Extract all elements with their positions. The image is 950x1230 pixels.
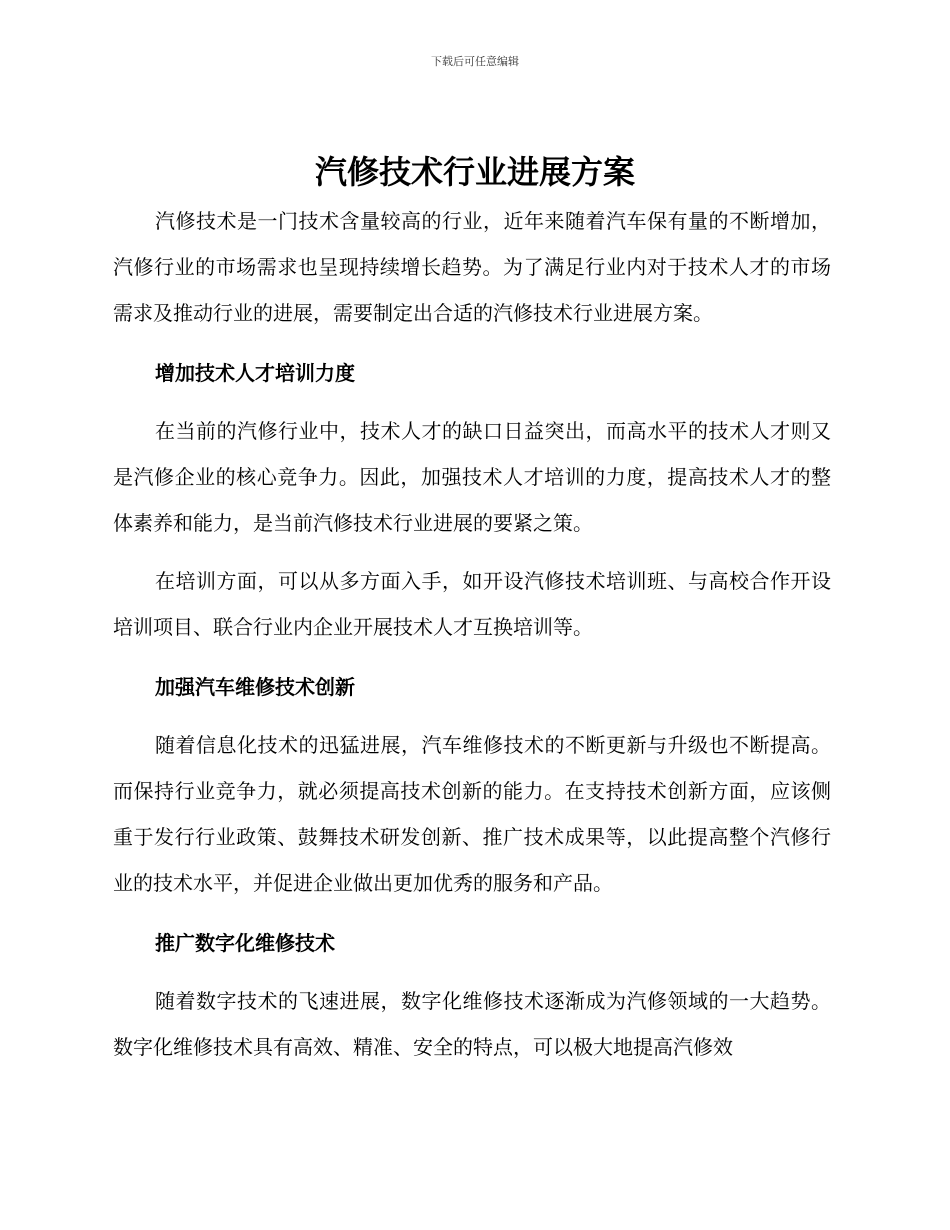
- page-header-note: 下载后可任意编辑: [431, 55, 519, 68]
- section-heading-talent-training: 增加技术人才培训力度: [155, 361, 355, 385]
- section-heading-tech-innovation: 加强汽车维修技术创新: [155, 675, 355, 699]
- intro-paragraph: 汽修技术是一门技术含量较高的行业，近年来随着汽车保有量的不断增加，汽修行业的市场需求也呈现持续增长趋势。为了满足行业内对于技术人才的市场需求及推动行业的进展，需要制定出合适的汽修技术行业进展方案。: [113, 209, 831, 325]
- section-paragraph: 随着信息化技术的迅猛进展，汽车维修技术的不断更新与升级也不断提高。而保持行业竞争力，就必须提高技术创新的能力。在支持技术创新方面，应该侧重于发行行业政策、鼓舞技术研发创新、推广技术成果等，以此提高整个汽修行业的技术水平，并促进企业做出更加优秀的服务和产品。: [113, 733, 831, 895]
- section-paragraph: 在当前的汽修行业中，技术人才的缺口日益突出，而高水平的技术人才则又是汽修企业的核心竞争力。因此，加强技术人才培训的力度，提高技术人才的整体素养和能力，是当前汽修技术行业进展的要紧之策。: [113, 419, 831, 535]
- section-paragraph: 在培训方面，可以从多方面入手，如开设汽修技术培训班、与高校合作开设培训项目、联合行业内企业开展技术人才互换培训等。: [113, 569, 831, 639]
- document-title: 汽修技术行业进展方案: [314, 153, 635, 191]
- section-paragraph: 随着数字技术的飞速进展，数字化维修技术逐渐成为汽修领域的一大趋势。数字化维修技术具有高效、精准、安全的特点，可以极大地提高汽修效: [113, 989, 831, 1059]
- document-body: [113, 198, 831, 1070]
- section-heading-digital-repair: 推广数字化维修技术: [155, 931, 335, 955]
